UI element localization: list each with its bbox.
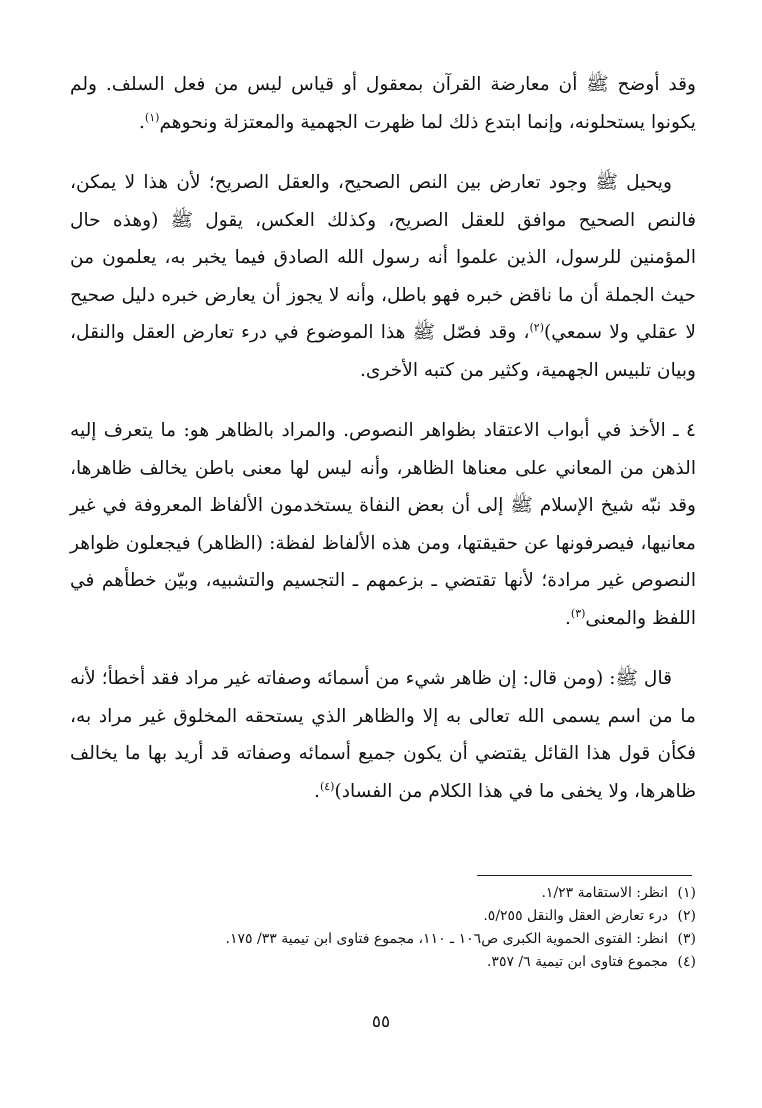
footnote-text: درء تعارض العقل والنقل ٥/٢٥٥.	[483, 908, 668, 924]
paragraph-2	[70, 164, 696, 389]
footnote-text: انظر: الفتوى الحموية الكبرى ص١٠٦ ـ ١١٠، مجموع فتاوى ابن تيمية ٣٣/ ١٧٥.	[225, 931, 668, 947]
footnote-number: (٢)	[677, 908, 696, 924]
footnote-ref-3[interactable]: (٣)	[570, 606, 586, 620]
footnote-text: انظر: الاستقامة ١/٢٣.	[541, 885, 668, 901]
footnote-ref-2[interactable]: (٢)	[529, 320, 544, 334]
page-body	[70, 66, 696, 810]
footnote-number: (٣)	[677, 931, 696, 947]
footnote-text: مجموع فتاوى ابن تيمية ٦/ ٣٥٧.	[486, 954, 668, 970]
footnote-item	[70, 928, 696, 951]
paragraph-2-continuation: ، وقد فصّل ﷺ هذا الموضوع في درء تعارض العقل والنقل، وبيان تلبيس الجهمية، وكثير من كتبه الأخرى.	[70, 322, 696, 381]
paragraph-3-text: ٤ ـ الأخذ في أبواب الاعتقاد بظواهر النصوص. والمراد بالظاهر هو: ما يتعرف إليه الذهن من المعاني على معناها الظاهر، وأنه ليس لها معنى باطن يخالف ظاهرها، وقد نبّه شيخ الإسلام ﷺ إلى أن بعض النفاة يستخدمون الألفاظ المعروفة في غير معانيها، فيصرفونها عن حقيقتها، ومن هذه الألفاظ لفظة: (الظاهر) فيجعلون ظواهر النصوص غير مرادة؛ لأنها تقتضي ـ بزعمهم ـ التجسيم والتشبيه، وبيّن خطأهم في اللفظ والمعنى	[70, 420, 696, 629]
paragraph-2-text: ويحيل ﷺ وجود تعارض بين النص الصحيح، والعقل الصريح؛ لأن هذا لا يمكن، فالنص الصحيح موافق للعقل الصريح، وكذلك العكس، يقول ﷺ (وهذه حال المؤمنين للرسول، الذين علموا أنه رسول الله الصادق فيما يخبر به، يعلمون من حيث الجملة أن ما ناقض خبره فهو باطل، وأنه لا يجوز أن يعارض خبره دليل صحيح لا عقلي ولا سمعي)	[70, 172, 696, 343]
footnote-ref-1[interactable]: (١)	[144, 110, 160, 124]
footnote-divider	[477, 875, 692, 876]
paragraph-4	[70, 660, 696, 810]
paragraph-4-end: .	[314, 780, 320, 802]
page-number: ٥٥	[371, 1012, 391, 1032]
footnote-ref-4[interactable]: (٤)	[319, 779, 335, 793]
paragraph-1	[70, 66, 696, 141]
footnote-number: (١)	[677, 885, 696, 901]
paragraph-3	[70, 412, 696, 637]
footnotes-list	[70, 882, 696, 974]
footnote-item	[70, 905, 696, 928]
footnote-item	[70, 951, 696, 974]
paragraph-1-text: وقد أوضح ﷺ أن معارضة القرآن بمعقول أو قياس ليس من فعل السلف. ولم يكونوا يستحلونه، وإنما ابتدع ذلك لما ظهرت الجهمية والمعتزلة ونحوهم	[70, 74, 696, 133]
paragraph-3-end: .	[564, 607, 571, 629]
paragraph-4-text: قال ﷺ: (ومن قال: إن ظاهر شيء من أسمائه وصفاته غير مراد فقد أخطأ؛ لأنه ما من اسم يسمى الله تعالى به إلا والظاهر الذي يستحقه المخلوق غير مراد به، فكأن قول هذا القائل يقتضي أن يكون جميع أسمائه وصفاته قد أريد بها ما يخالف ظاهرها، ولا يخفى ما في هذا الكلام من الفساد)	[70, 668, 696, 802]
paragraph-1-end: .	[139, 111, 145, 133]
footnote-number: (٤)	[677, 954, 696, 970]
footnote-item	[70, 882, 696, 905]
